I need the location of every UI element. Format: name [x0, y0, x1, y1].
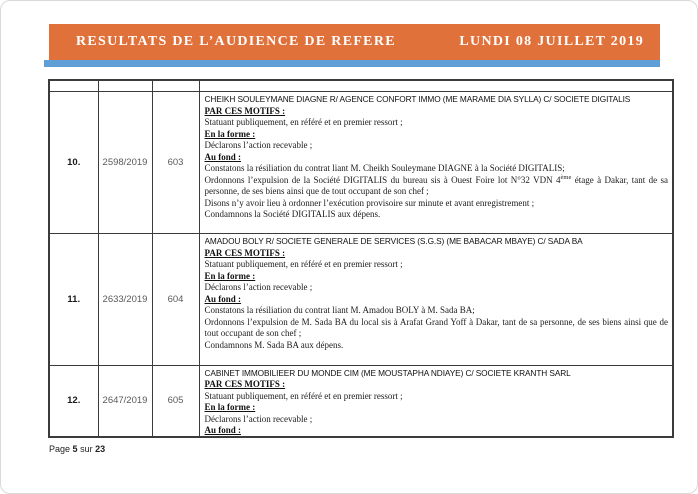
header-cell-empty — [49, 80, 98, 91]
footer-sur-label: sur — [80, 444, 93, 454]
header-cell-empty — [98, 80, 152, 91]
paragraph-body: Ordonnons l’expulsion de M. Sada BA du local sis à Arafat Grand Yoff à Dakar, tant de sa personne, de ses biens ainsi que de tout occupant de son chef ; — [204, 316, 668, 338]
footer-page-label: Page — [49, 444, 71, 454]
case-number-cell: 2598/2019 — [98, 91, 152, 233]
page-footer — [49, 444, 105, 454]
order-number-cell: 604 — [152, 233, 199, 365]
banner-title: RESULTATS DE L’AUDIENCE DE REFERE — [76, 34, 396, 49]
decision-text — [200, 92, 673, 232]
results-table-container — [48, 79, 674, 438]
paragraph-body: Déclarons l’action recevable ; — [204, 413, 313, 424]
paragraph-body: Condamnons M. Sada BA aux dépens. — [204, 339, 344, 350]
row-number-cell: 12. — [49, 365, 98, 437]
decision-cell — [199, 91, 673, 233]
superscript-text: ème — [560, 173, 572, 181]
decision-text — [200, 234, 673, 364]
table-row — [49, 365, 673, 437]
banner-date: LUNDI 08 JUILLET 2019 — [459, 34, 644, 49]
paragraph-title: CABINET IMMOBILIEER DU MONDE CIM (ME MOUSTAPHA NDIAYE) C/ SOCIETE KRANTH SARL — [204, 367, 571, 378]
header-cell-empty — [152, 80, 199, 91]
row-number-cell: 11. — [49, 233, 98, 365]
paragraph-heading: PAR CES MOTIFS : — [204, 247, 286, 258]
case-number-cell: 2647/2019 — [98, 365, 152, 437]
header-cell-empty — [199, 80, 673, 91]
paragraph-body: Déclarons l’action recevable ; — [204, 140, 313, 150]
paragraph-heading: Au fond : — [204, 425, 242, 436]
paragraph-title: CHEIKH SOULEYMANE DIAGNE R/ AGENCE CONFORT IMMO (ME MARAME DIA SYLLA) C/ SOCIETE DIGITALIS — [204, 94, 631, 104]
table-row — [49, 91, 673, 233]
text-fragment: étage à Dakar, tant de sa personne, de ses biens ainsi que de tout occupant de son chef ; — [204, 174, 669, 196]
paragraph-body — [205, 175, 669, 198]
paragraph-heading: En la forme : — [204, 270, 256, 281]
order-number-cell: 603 — [152, 91, 199, 233]
paragraph-body: Disons n’y avoir lieu à ordonner l’exécution provisoire sur minute et avant enregistrement ; — [204, 197, 535, 208]
paragraph-body: Déclarons l’action recevable ; — [204, 282, 313, 292]
paragraph-heading: Au fond : — [204, 151, 242, 162]
header-accent-strip — [44, 60, 660, 67]
paragraph-heading: PAR CES MOTIFS : — [204, 105, 286, 116]
results-table — [48, 79, 674, 438]
paragraph-body: Constatons la résiliation du contrat liant M. Cheikh Souleymane DIAGNE à la Société DIGITALIS; — [204, 163, 565, 173]
text-fragment: Ordonnons l’expulsion de la Société DIGITALIS du bureau sis à Ouest Foire lot N°32 VDN 4 — [204, 174, 561, 185]
case-number-cell: 2633/2019 — [98, 233, 152, 365]
order-number-cell: 605 — [152, 365, 199, 437]
footer-total-pages: 23 — [95, 444, 106, 454]
paragraph-body: Statuant publiquement, en référé et en premier ressort ; — [204, 390, 403, 401]
footer-page-number: 5 — [72, 444, 78, 454]
paragraph-body: Condamnons la Société DIGITALIS aux dépens. — [204, 209, 381, 219]
decision-text — [200, 366, 673, 436]
decision-cell — [199, 365, 673, 437]
paragraph-body: Statuant publiquement, en référé et en premier ressort ; — [204, 259, 403, 269]
paragraph-heading: Au fond : — [204, 293, 242, 304]
table-header-row — [49, 80, 673, 91]
paragraph-body: Constatons la résiliation du contrat liant M. Amadou BOLY à M. Sada BA; — [204, 305, 475, 315]
paragraph-body: Statuant publiquement, en référé et en premier ressort ; — [204, 117, 403, 127]
table-row — [49, 233, 673, 365]
paragraph-heading: En la forme : — [204, 128, 256, 139]
decision-cell — [199, 233, 673, 365]
row-number-cell: 10. — [49, 91, 98, 233]
paragraph-heading: PAR CES MOTIFS : — [204, 379, 286, 390]
paragraph-heading: En la forme : — [204, 402, 256, 413]
header-banner — [49, 24, 660, 60]
paragraph-title: AMADOU BOLY R/ SOCIETE GENERALE DE SERVICES (S.G.S) (ME BABACAR MBAYE) C/ SADA BA — [204, 236, 583, 246]
